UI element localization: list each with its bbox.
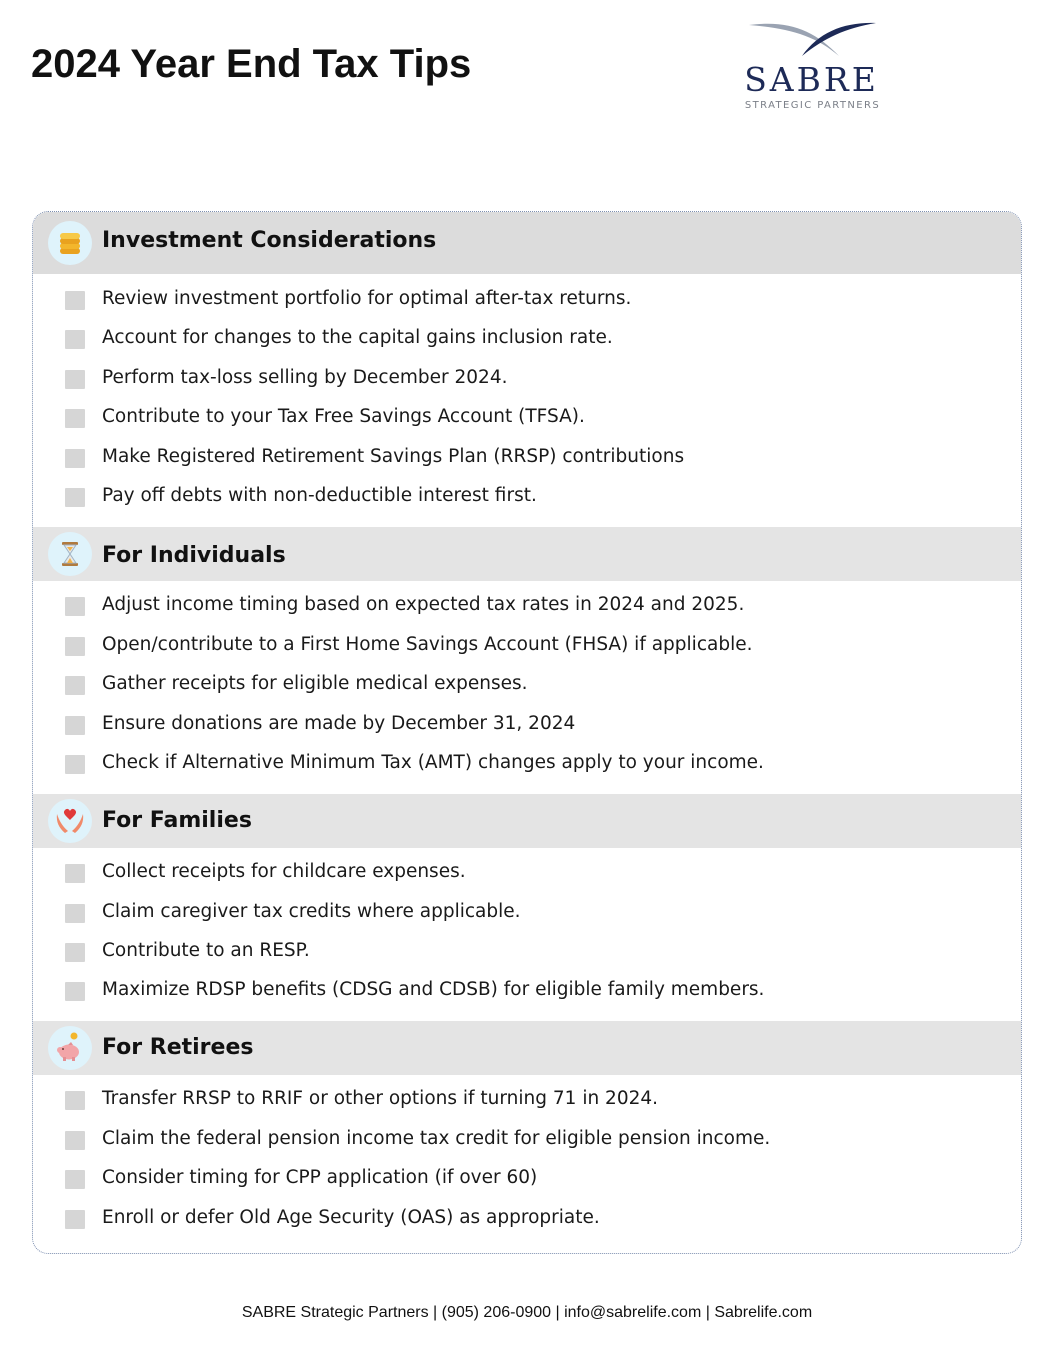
list-item-text: Open/contribute to a First Home Savings Account (FHSA) if applicable. — [102, 634, 753, 655]
list-item[interactable] — [65, 483, 1005, 513]
section-title-retirees: For Retirees — [102, 1035, 254, 1060]
hourglass-icon — [47, 531, 93, 577]
swoosh-logo-icon — [744, 20, 884, 60]
list-item-text: Pay off debts with non-deductible interest first. — [102, 485, 537, 506]
section-header-retirees — [33, 1021, 1021, 1075]
sabre-logo — [744, 20, 884, 115]
list-item[interactable] — [65, 325, 1005, 355]
list-item[interactable] — [65, 1205, 1005, 1235]
checkbox[interactable] — [65, 982, 85, 1001]
checkbox[interactable] — [65, 755, 85, 774]
list-item[interactable] — [65, 711, 1005, 741]
logo-tagline: STRATEGIC PARTNERS — [744, 100, 881, 111]
list-item-text: Ensure donations are made by December 31, 2024 — [102, 713, 576, 734]
section-title-individuals: For Individuals — [102, 543, 286, 568]
tax-tips-checklist — [32, 211, 1022, 1254]
list-item[interactable] — [65, 859, 1005, 889]
list-item[interactable] — [65, 444, 1005, 474]
logo-wordmark: SABRE — [744, 60, 879, 99]
list-item-text: Adjust income timing based on expected tax rates in 2024 and 2025. — [102, 594, 745, 615]
checkbox[interactable] — [65, 291, 85, 310]
checkbox[interactable] — [65, 330, 85, 349]
list-item[interactable] — [65, 1086, 1005, 1116]
list-item-text: Collect receipts for childcare expenses. — [102, 861, 466, 882]
checkbox[interactable] — [65, 370, 85, 389]
list-item[interactable] — [65, 977, 1005, 1007]
list-item[interactable] — [65, 1126, 1005, 1156]
footer-contact: SABRE Strategic Partners | (905) 206-0900 | info@sabrelife.com | Sabrelife.com — [241, 1304, 813, 1321]
list-item[interactable] — [65, 750, 1005, 780]
list-item[interactable] — [65, 671, 1005, 701]
list-item-text: Account for changes to the capital gains inclusion rate. — [102, 327, 613, 348]
list-item-text: Contribute to an RESP. — [102, 940, 310, 961]
checkbox[interactable] — [65, 637, 85, 656]
checkbox[interactable] — [65, 1131, 85, 1150]
checkbox[interactable] — [65, 1091, 85, 1110]
section-title-investment: Investment Considerations — [102, 228, 437, 253]
piggy-bank-icon — [47, 1025, 93, 1071]
coin-stack-icon — [47, 220, 93, 266]
checkbox[interactable] — [65, 449, 85, 468]
section-header-families — [33, 794, 1021, 848]
list-item[interactable] — [65, 365, 1005, 395]
list-item-text: Contribute to your Tax Free Savings Account (TFSA). — [102, 406, 585, 427]
section-header-individuals — [33, 527, 1021, 581]
section-title-families: For Families — [102, 808, 252, 833]
checkbox[interactable] — [65, 716, 85, 735]
list-item-text: Claim the federal pension income tax credit for eligible pension income. — [102, 1128, 771, 1149]
list-item-text: Enroll or defer Old Age Security (OAS) as appropriate. — [102, 1207, 600, 1228]
checkbox[interactable] — [65, 904, 85, 923]
list-item-text: Perform tax-loss selling by December 2024. — [102, 367, 508, 388]
checkbox[interactable] — [65, 676, 85, 695]
list-item-text: Claim caregiver tax credits where applicable. — [102, 901, 521, 922]
list-item[interactable] — [65, 592, 1005, 622]
checkbox[interactable] — [65, 864, 85, 883]
list-item[interactable] — [65, 1165, 1005, 1195]
section-header-investment — [33, 212, 1021, 274]
checkbox[interactable] — [65, 1210, 85, 1229]
checkbox[interactable] — [65, 943, 85, 962]
checkbox[interactable] — [65, 597, 85, 616]
checkbox[interactable] — [65, 488, 85, 507]
list-item[interactable] — [65, 899, 1005, 929]
list-item-text: Consider timing for CPP application (if over 60) — [102, 1167, 538, 1188]
list-item-text: Maximize RDSP benefits (CDSG and CDSB) for eligible family members. — [102, 979, 765, 1000]
list-item-text: Transfer RRSP to RRIF or other options if turning 71 in 2024. — [102, 1088, 659, 1109]
page-title: 2024 Year End Tax Tips — [31, 42, 472, 86]
list-item-text: Gather receipts for eligible medical expenses. — [102, 673, 528, 694]
list-item-text: Make Registered Retirement Savings Plan (RRSP) contributions — [102, 446, 685, 467]
checkbox[interactable] — [65, 409, 85, 428]
list-item-text: Check if Alternative Minimum Tax (AMT) changes apply to your income. — [102, 752, 764, 773]
heart-hands-icon — [47, 798, 93, 844]
list-item[interactable] — [65, 938, 1005, 968]
checkbox[interactable] — [65, 1170, 85, 1189]
list-item-text: Review investment portfolio for optimal after-tax returns. — [102, 288, 632, 309]
list-item[interactable] — [65, 404, 1005, 434]
list-item[interactable] — [65, 632, 1005, 662]
list-item[interactable] — [65, 286, 1005, 316]
